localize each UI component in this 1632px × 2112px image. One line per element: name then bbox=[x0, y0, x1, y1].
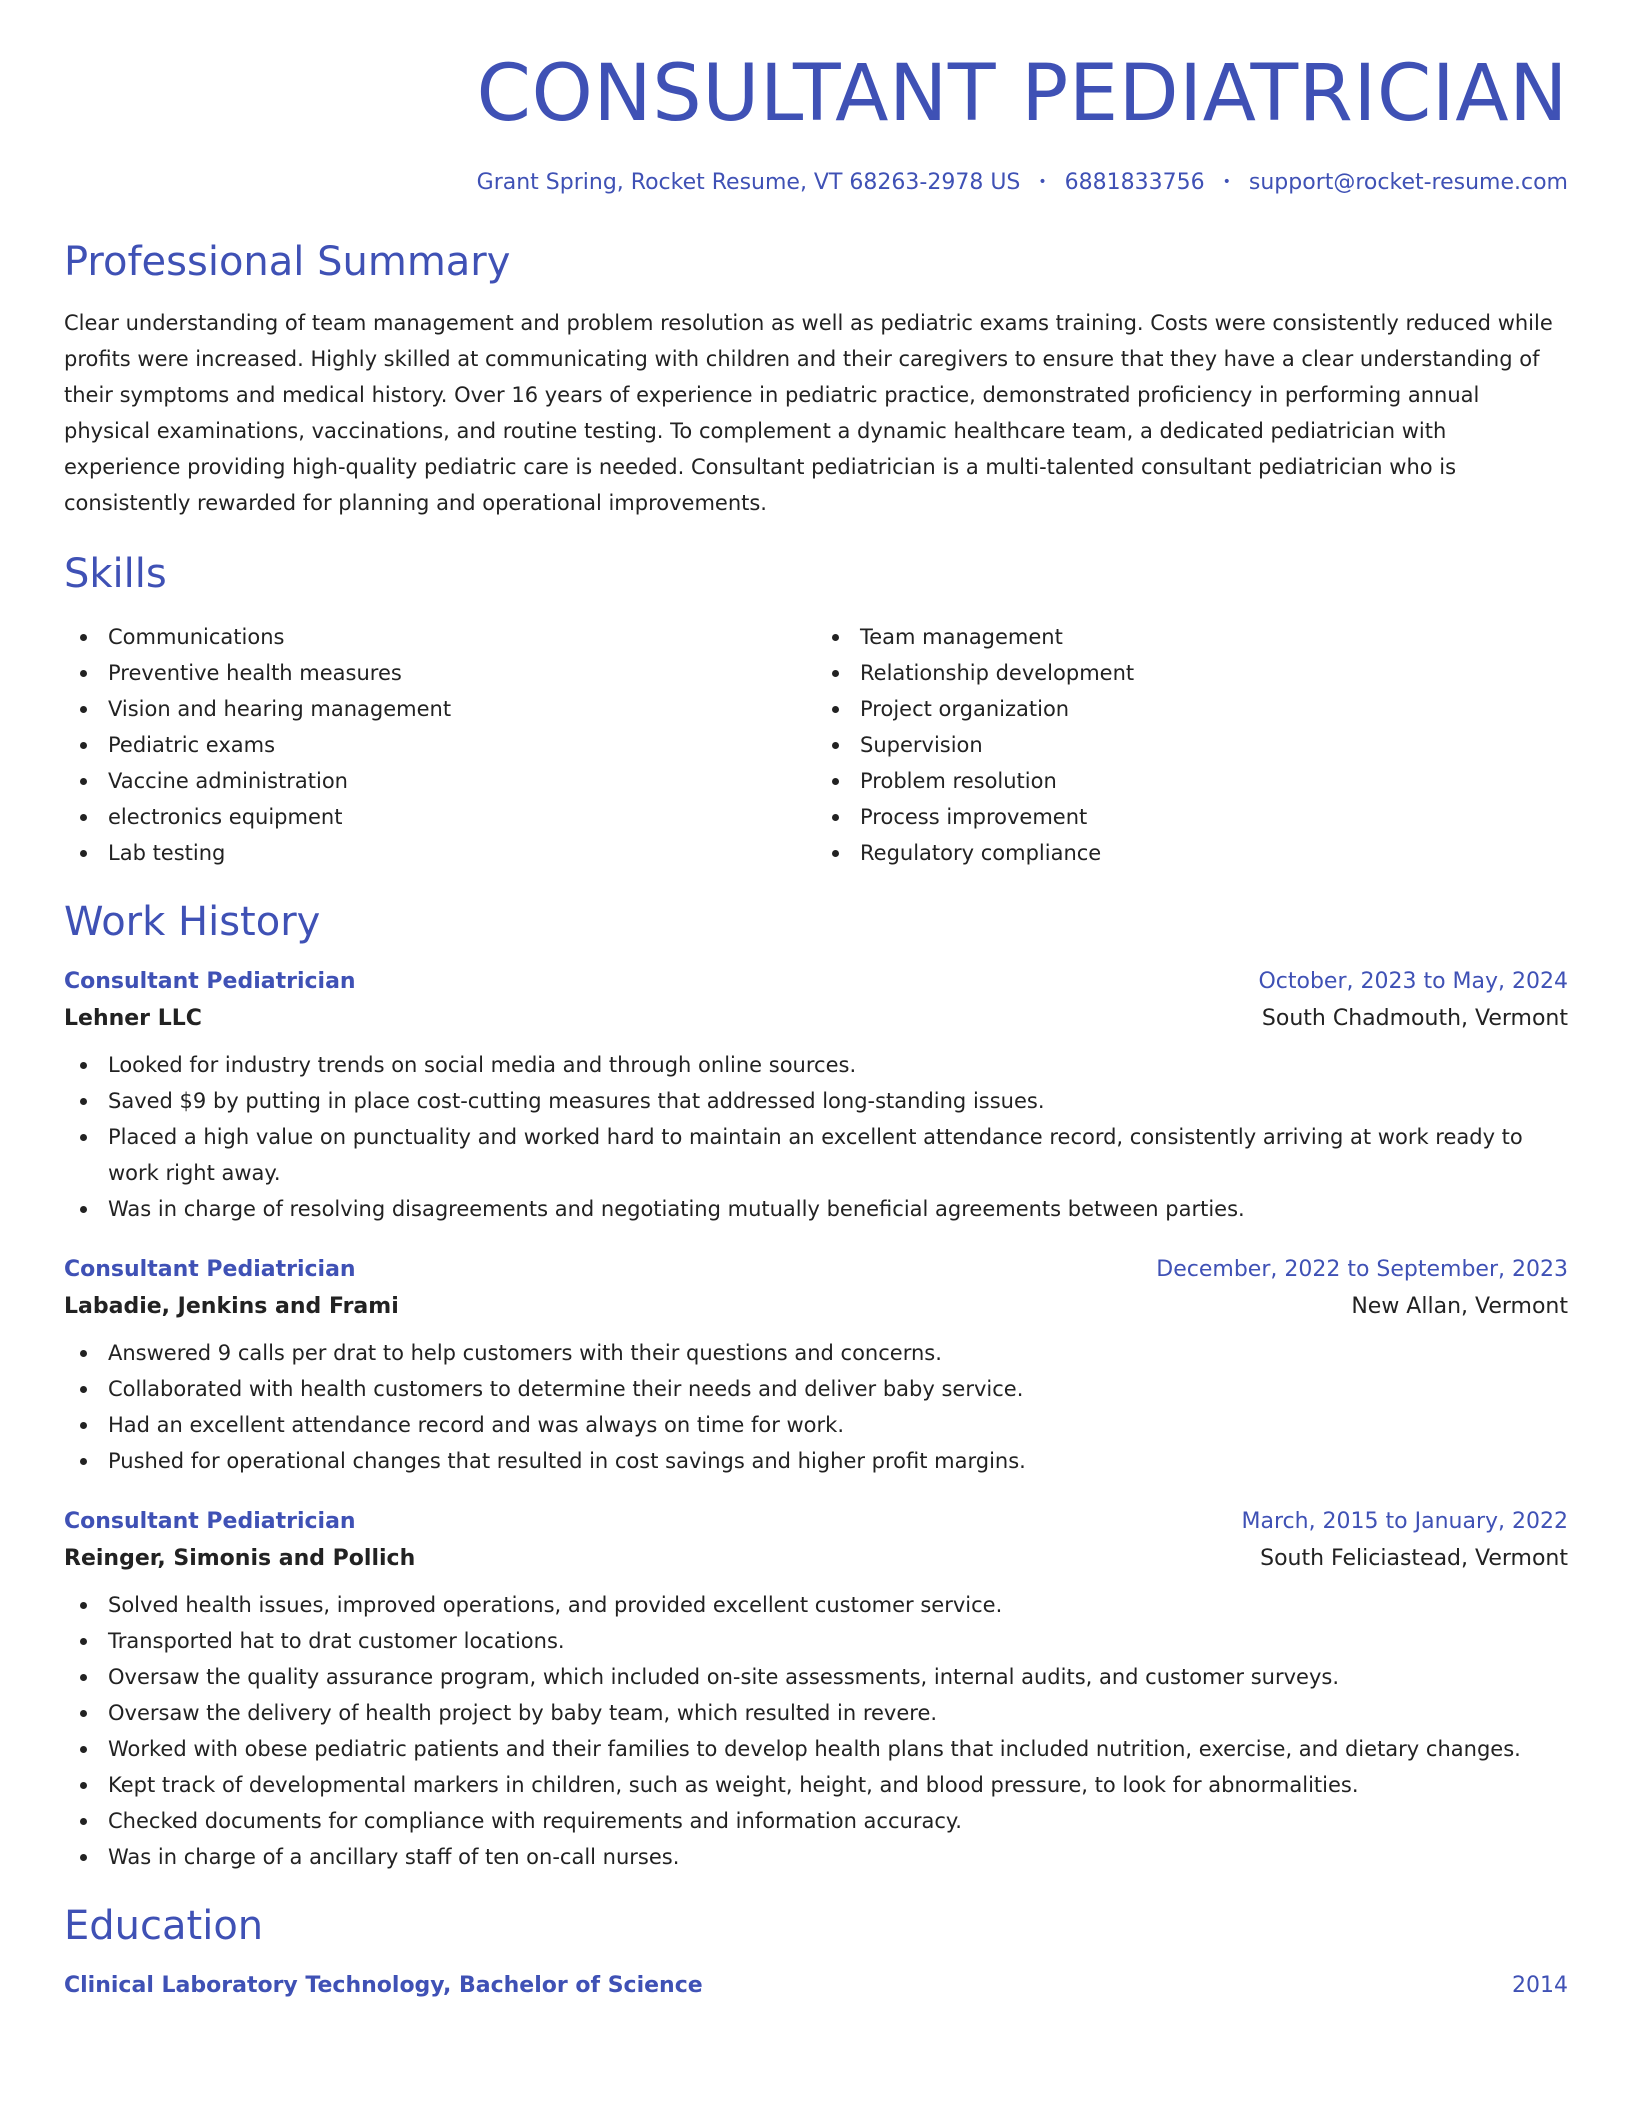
summary-heading: Professional Summary bbox=[64, 238, 511, 285]
job-bullet: Pushed for operational changes that resulted in cost savings and higher profit margins. bbox=[64, 1443, 1568, 1479]
contact-email: support@rocket-resume.com bbox=[1248, 169, 1568, 195]
skill-item: Relationship development bbox=[816, 655, 1568, 691]
job-bullet: Answered 9 calls per drat to help customers with their questions and concerns. bbox=[64, 1335, 1568, 1371]
job-bullet: Looked for industry trends on social media and through online sources. bbox=[64, 1047, 1568, 1083]
job-dates: March, 2015 to January, 2022 bbox=[1241, 1508, 1568, 1534]
job-bullet: Was in charge of resolving disagreements and negotiating mutually beneficial agreements between parties. bbox=[64, 1191, 1568, 1227]
job-bullet: Transported hat to drat customer locations. bbox=[64, 1623, 1568, 1659]
skill-item: Vaccine administration bbox=[64, 763, 816, 799]
job-bullet: Checked documents for compliance with requirements and information accuracy. bbox=[64, 1803, 1568, 1839]
skills-left-column bbox=[64, 619, 816, 871]
job-header-row bbox=[64, 1257, 1568, 1282]
resume-name: CONSULTANT PEDIATRICIAN bbox=[476, 49, 1568, 139]
education-heading: Education bbox=[64, 1902, 264, 1949]
job-bullet: Kept track of developmental markers in children, such as weight, height, and blood pressure, to look for abnormalities. bbox=[64, 1767, 1568, 1803]
job-company: Lehner LLC bbox=[64, 1005, 202, 1031]
job-location: South Feliciastead, Vermont bbox=[1260, 1545, 1568, 1571]
job-bullets bbox=[64, 1587, 1568, 1875]
work-history-heading: Work History bbox=[64, 898, 321, 945]
job-location: New Allan, Vermont bbox=[1351, 1293, 1568, 1319]
job-company-row bbox=[64, 1294, 1568, 1319]
skill-item: Problem resolution bbox=[816, 763, 1568, 799]
skill-item: Project organization bbox=[816, 691, 1568, 727]
skills-right-column bbox=[816, 619, 1568, 871]
skill-item: Regulatory compliance bbox=[816, 835, 1568, 871]
job-bullet: Was in charge of a ancillary staff of ten on-call nurses. bbox=[64, 1839, 1568, 1875]
job-header-row bbox=[64, 969, 1568, 994]
job-entry bbox=[64, 1509, 1568, 1875]
job-bullet: Collaborated with health customers to determine their needs and deliver baby service. bbox=[64, 1371, 1568, 1407]
skill-item: electronics equipment bbox=[64, 799, 816, 835]
job-company-row bbox=[64, 1006, 1568, 1031]
job-entry bbox=[64, 1257, 1568, 1479]
job-bullet: Saved $9 by putting in place cost-cutting measures that addressed long-standing issues. bbox=[64, 1083, 1568, 1119]
job-bullet: Solved health issues, improved operations, and provided excellent customer service. bbox=[64, 1587, 1568, 1623]
contact-phone: 6881833756 bbox=[1064, 169, 1205, 195]
job-title: Consultant Pediatrician bbox=[64, 1256, 356, 1282]
contact-address: Grant Spring, Rocket Resume, VT 68263-2978 US bbox=[476, 169, 1021, 195]
skill-item: Vision and hearing management bbox=[64, 691, 816, 727]
job-title: Consultant Pediatrician bbox=[64, 1508, 356, 1534]
skill-item: Process improvement bbox=[816, 799, 1568, 835]
job-company: Labadie, Jenkins and Frami bbox=[64, 1293, 399, 1319]
skills-heading: Skills bbox=[64, 550, 167, 597]
job-header-row bbox=[64, 1509, 1568, 1534]
job-company: Reinger, Simonis and Pollich bbox=[64, 1545, 416, 1571]
job-bullet: Placed a high value on punctuality and worked hard to maintain an excellent attendance record, consistently arriving at work ready to work right away. bbox=[64, 1119, 1568, 1191]
job-entry bbox=[64, 969, 1568, 1227]
job-location: South Chadmouth, Vermont bbox=[1261, 1005, 1568, 1031]
job-dates: December, 2022 to September, 2023 bbox=[1156, 1256, 1568, 1282]
skill-item: Supervision bbox=[816, 727, 1568, 763]
skill-item: Team management bbox=[816, 619, 1568, 655]
summary-text: Clear understanding of team management and problem resolution as well as pediatric exams training. Costs were consistently reduced while profits were increased. Highly skilled at communicating with children and their caregivers to ensure that they have a clear understanding of their symptoms and medical history. Over 16 years of experience in pediatric practice, demonstrated proficiency in performing annual physical examinations, vaccinations, and routine testing. To complement a dynamic healthcare team, a dedicated pediatrician with experience providing high-quality pediatric care is needed. Consultant pediatrician is a multi-talented consultant pediatrician who is consistently rewarded for planning and operational improvements. bbox=[64, 310, 1553, 515]
job-bullet: Oversaw the delivery of health project by baby team, which resulted in revere. bbox=[64, 1695, 1568, 1731]
job-bullets bbox=[64, 1047, 1568, 1227]
education-year: 2014 bbox=[1512, 1972, 1568, 1998]
job-dates: October, 2023 to May, 2024 bbox=[1258, 968, 1568, 994]
education-degree: Clinical Laboratory Technology, Bachelor of Science bbox=[64, 1972, 703, 1998]
contact-line bbox=[64, 170, 1568, 195]
skill-item: Communications bbox=[64, 619, 816, 655]
education-entry bbox=[64, 1973, 1568, 1998]
job-bullet: Had an excellent attendance record and was always on time for work. bbox=[64, 1407, 1568, 1443]
job-company-row bbox=[64, 1546, 1568, 1571]
skill-item: Pediatric exams bbox=[64, 727, 816, 763]
contact-separator: • bbox=[1222, 174, 1231, 191]
skills-grid bbox=[64, 619, 1568, 871]
skill-item: Lab testing bbox=[64, 835, 816, 871]
job-title: Consultant Pediatrician bbox=[64, 968, 356, 994]
contact-separator: • bbox=[1038, 174, 1047, 191]
job-bullets bbox=[64, 1335, 1568, 1479]
skill-item: Preventive health measures bbox=[64, 655, 816, 691]
job-bullet: Worked with obese pediatric patients and their families to develop health plans that included nutrition, exercise, and dietary changes. bbox=[64, 1731, 1568, 1767]
job-bullet: Oversaw the quality assurance program, which included on-site assessments, internal audits, and customer surveys. bbox=[64, 1659, 1568, 1695]
